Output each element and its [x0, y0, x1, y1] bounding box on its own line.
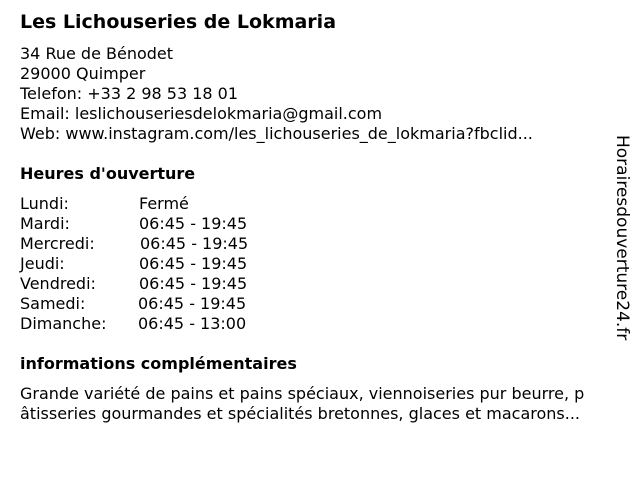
day-hours: 06:45 - 19:45 — [139, 254, 248, 273]
day-label: Lundi: — [20, 194, 69, 213]
contact-block — [20, 44, 533, 144]
info-description — [20, 384, 640, 424]
day-label: Samedi: — [20, 294, 86, 313]
day-hours: 06:45 - 19:45 — [139, 214, 248, 233]
day-hours: 06:45 - 13:00 — [138, 314, 247, 333]
info-line-1: Grande variété de pains et pains spéciaux, viennoiseries pur beurre, p — [20, 384, 585, 403]
day-hours: 06:45 - 19:45 — [139, 274, 248, 293]
day-hours: 06:45 - 19:45 — [140, 234, 249, 253]
site-brand: Horairesdouverture24.fr — [612, 135, 632, 341]
address-city: 29000 Quimper — [20, 64, 146, 83]
web-line: Web: www.instagram.com/les_lichouseries_de_lokmaria?fbclid... — [20, 124, 533, 143]
day-hours: 06:45 - 19:45 — [138, 294, 247, 313]
day-label: Mercredi: — [20, 234, 95, 253]
address-street: 34 Rue de Bénodet — [20, 44, 174, 63]
hours-heading: Heures d'ouverture — [20, 164, 196, 183]
info-line-2: âtisseries gourmandes et spécialités bretonnes, glaces et macarons... — [20, 404, 581, 423]
day-label: Jeudi: — [20, 254, 65, 273]
info-heading: informations complémentaires — [20, 354, 297, 373]
phone-line: Telefon: +33 2 98 53 18 01 — [20, 84, 239, 103]
day-label: Mardi: — [20, 214, 70, 233]
email-line: Email: leslichouseriesdelokmaria@gmail.com — [20, 104, 383, 123]
day-hours: Fermé — [139, 194, 189, 213]
business-name: Les Lichouseries de Lokmaria — [20, 11, 337, 33]
day-label: Dimanche: — [20, 314, 107, 333]
day-label: Vendredi: — [20, 274, 96, 293]
